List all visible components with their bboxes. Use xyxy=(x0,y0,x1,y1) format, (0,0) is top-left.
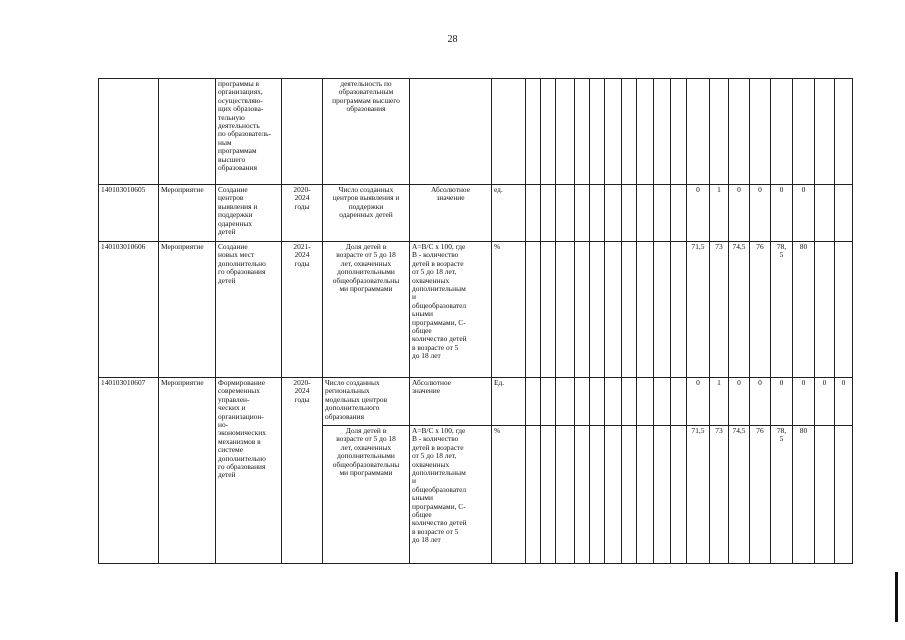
empty-cell xyxy=(590,242,605,378)
empty-cell xyxy=(541,426,556,564)
empty-cell xyxy=(526,426,541,564)
value-cell xyxy=(710,79,729,185)
value-cell: 76 xyxy=(750,426,771,564)
value-cell: 76 xyxy=(750,242,771,378)
program-table xyxy=(98,78,853,564)
empty-cell xyxy=(575,79,590,185)
empty-cell xyxy=(541,185,556,242)
empty-cell xyxy=(556,242,575,378)
row-code: 140103010605 xyxy=(99,185,159,242)
row-period: 2020- 2024 годы xyxy=(282,185,323,242)
row-unit xyxy=(492,79,526,185)
row-code xyxy=(99,79,159,185)
value-cell: 0 xyxy=(793,378,815,426)
value-cell: 78, 5 xyxy=(771,426,793,564)
empty-cell xyxy=(575,242,590,378)
empty-cell xyxy=(622,426,637,564)
value-cell: 0 xyxy=(771,378,793,426)
empty-cell xyxy=(622,242,637,378)
value-cell: 80 xyxy=(793,426,815,564)
empty-cell xyxy=(526,378,541,426)
value-cell: 0 xyxy=(687,185,710,242)
empty-cell xyxy=(541,242,556,378)
empty-cell xyxy=(622,185,637,242)
row-period: 2020- 2024 годы xyxy=(282,378,323,564)
empty-cell xyxy=(637,378,654,426)
empty-cell xyxy=(671,79,687,185)
row-unit: ед. xyxy=(492,185,526,242)
value-cell: 1 xyxy=(710,185,729,242)
row-type xyxy=(159,79,216,185)
table-row xyxy=(99,242,853,378)
row-period xyxy=(282,79,323,185)
row-type: Мероприятие xyxy=(159,242,216,378)
empty-cell xyxy=(590,378,605,426)
table-row xyxy=(99,79,853,185)
value-cell: 0 xyxy=(750,378,771,426)
empty-cell xyxy=(575,378,590,426)
value-cell: 0 xyxy=(750,185,771,242)
value-cell xyxy=(750,79,771,185)
page-number: 28 xyxy=(447,34,458,45)
empty-cell xyxy=(575,426,590,564)
empty-cell xyxy=(526,242,541,378)
empty-cell xyxy=(622,378,637,426)
row-name: Формирование современных управлен- ческих и организацион- но- экономических механизмов в системе дополнительно го образования детей xyxy=(216,378,282,564)
row-indicator: Доля детей в возрасте от 5 до 18 лет, охваченных дополнительными общеобразовательны ми программами xyxy=(323,426,410,564)
value-cell xyxy=(835,185,853,242)
empty-cell xyxy=(590,185,605,242)
row-indicator: Число созданных региональных модельных центров дополнительного образования xyxy=(323,378,410,426)
value-cell: 1 xyxy=(710,378,729,426)
empty-cell xyxy=(556,378,575,426)
row-code: 140103010606 xyxy=(99,242,159,378)
value-cell: 0 xyxy=(835,378,853,426)
value-cell: 71,5 xyxy=(687,426,710,564)
value-cell: 73 xyxy=(710,242,729,378)
empty-cell xyxy=(575,185,590,242)
empty-cell xyxy=(654,185,671,242)
value-cell: 80 xyxy=(793,242,815,378)
row-name: программы в организациях, осуществляю- щих образова- тельную деятельность по образователь- ным программам высшего образования xyxy=(216,79,282,185)
row-indicator: Число созданных центров выявления и поддержки одаренных детей xyxy=(323,185,410,242)
value-cell xyxy=(815,242,835,378)
empty-cell xyxy=(637,426,654,564)
empty-cell xyxy=(671,242,687,378)
empty-cell xyxy=(671,426,687,564)
row-formula: Абсолютное значение xyxy=(410,378,492,426)
value-cell xyxy=(835,242,853,378)
value-cell xyxy=(793,79,815,185)
empty-cell xyxy=(526,185,541,242)
value-cell: 73 xyxy=(710,426,729,564)
row-indicator: Доля детей в возрасте от 5 до 18 лет, охваченных дополнительными общеобразовательны ми программами xyxy=(323,242,410,378)
empty-cell xyxy=(637,79,654,185)
value-cell: 0 xyxy=(729,185,750,242)
row-unit: Ед. xyxy=(492,378,526,426)
value-cell: 0 xyxy=(815,378,835,426)
value-cell: 0 xyxy=(729,378,750,426)
value-cell xyxy=(771,79,793,185)
empty-cell xyxy=(654,378,671,426)
table-row xyxy=(99,185,853,242)
empty-cell xyxy=(605,185,622,242)
empty-cell xyxy=(654,242,671,378)
empty-cell xyxy=(541,79,556,185)
empty-cell xyxy=(654,79,671,185)
value-cell xyxy=(815,426,835,564)
empty-cell xyxy=(556,79,575,185)
empty-cell xyxy=(605,79,622,185)
empty-cell xyxy=(556,185,575,242)
row-name: Создание центров выявления и поддержки одаренных детей xyxy=(216,185,282,242)
empty-cell xyxy=(526,79,541,185)
empty-cell xyxy=(605,378,622,426)
row-code: 140103010607 xyxy=(99,378,159,564)
empty-cell xyxy=(605,426,622,564)
value-cell xyxy=(835,79,853,185)
scan-margin-mark xyxy=(895,572,898,622)
value-cell: 74,5 xyxy=(729,426,750,564)
row-formula: А=В/С х 100, где В - количество детей в возрасте от 5 до 18 лет, охваченных дополнительным и общеобразовател ьными программами, С- общее количество детей в возрасте от 5 до 18 лет xyxy=(410,242,492,378)
value-cell: 74,5 xyxy=(729,242,750,378)
value-cell: 0 xyxy=(687,378,710,426)
row-period: 2021- 2024 годы xyxy=(282,242,323,378)
empty-cell xyxy=(622,79,637,185)
row-type: Мероприятие xyxy=(159,378,216,564)
row-name: Создание новых мест дополнительно го образования детей xyxy=(216,242,282,378)
value-cell: 0 xyxy=(793,185,815,242)
value-cell xyxy=(687,79,710,185)
empty-cell xyxy=(590,79,605,185)
empty-cell xyxy=(671,185,687,242)
table-row xyxy=(99,378,853,426)
value-cell xyxy=(835,426,853,564)
empty-cell xyxy=(590,426,605,564)
row-type: Мероприятие xyxy=(159,185,216,242)
empty-cell xyxy=(637,185,654,242)
row-formula xyxy=(410,79,492,185)
value-cell: 0 xyxy=(771,185,793,242)
row-formula: Абсолютное значение xyxy=(410,185,492,242)
value-cell: 71,5 xyxy=(687,242,710,378)
value-cell xyxy=(815,185,835,242)
empty-cell xyxy=(671,378,687,426)
value-cell: 78, 5 xyxy=(771,242,793,378)
row-unit: % xyxy=(492,242,526,378)
empty-cell xyxy=(541,378,556,426)
empty-cell xyxy=(637,242,654,378)
value-cell xyxy=(729,79,750,185)
value-cell xyxy=(815,79,835,185)
row-unit: % xyxy=(492,426,526,564)
empty-cell xyxy=(654,426,671,564)
row-formula: А=В/С х 100, где В - количество детей в возрасте от 5 до 18 лет, охваченных дополнительным и общеобразовател ьными программами, С- общее количество детей в возрасте от 5 до 18 лет xyxy=(410,426,492,564)
row-indicator: деятельность по образовательным программам высшего образования xyxy=(323,79,410,185)
empty-cell xyxy=(556,426,575,564)
empty-cell xyxy=(605,242,622,378)
